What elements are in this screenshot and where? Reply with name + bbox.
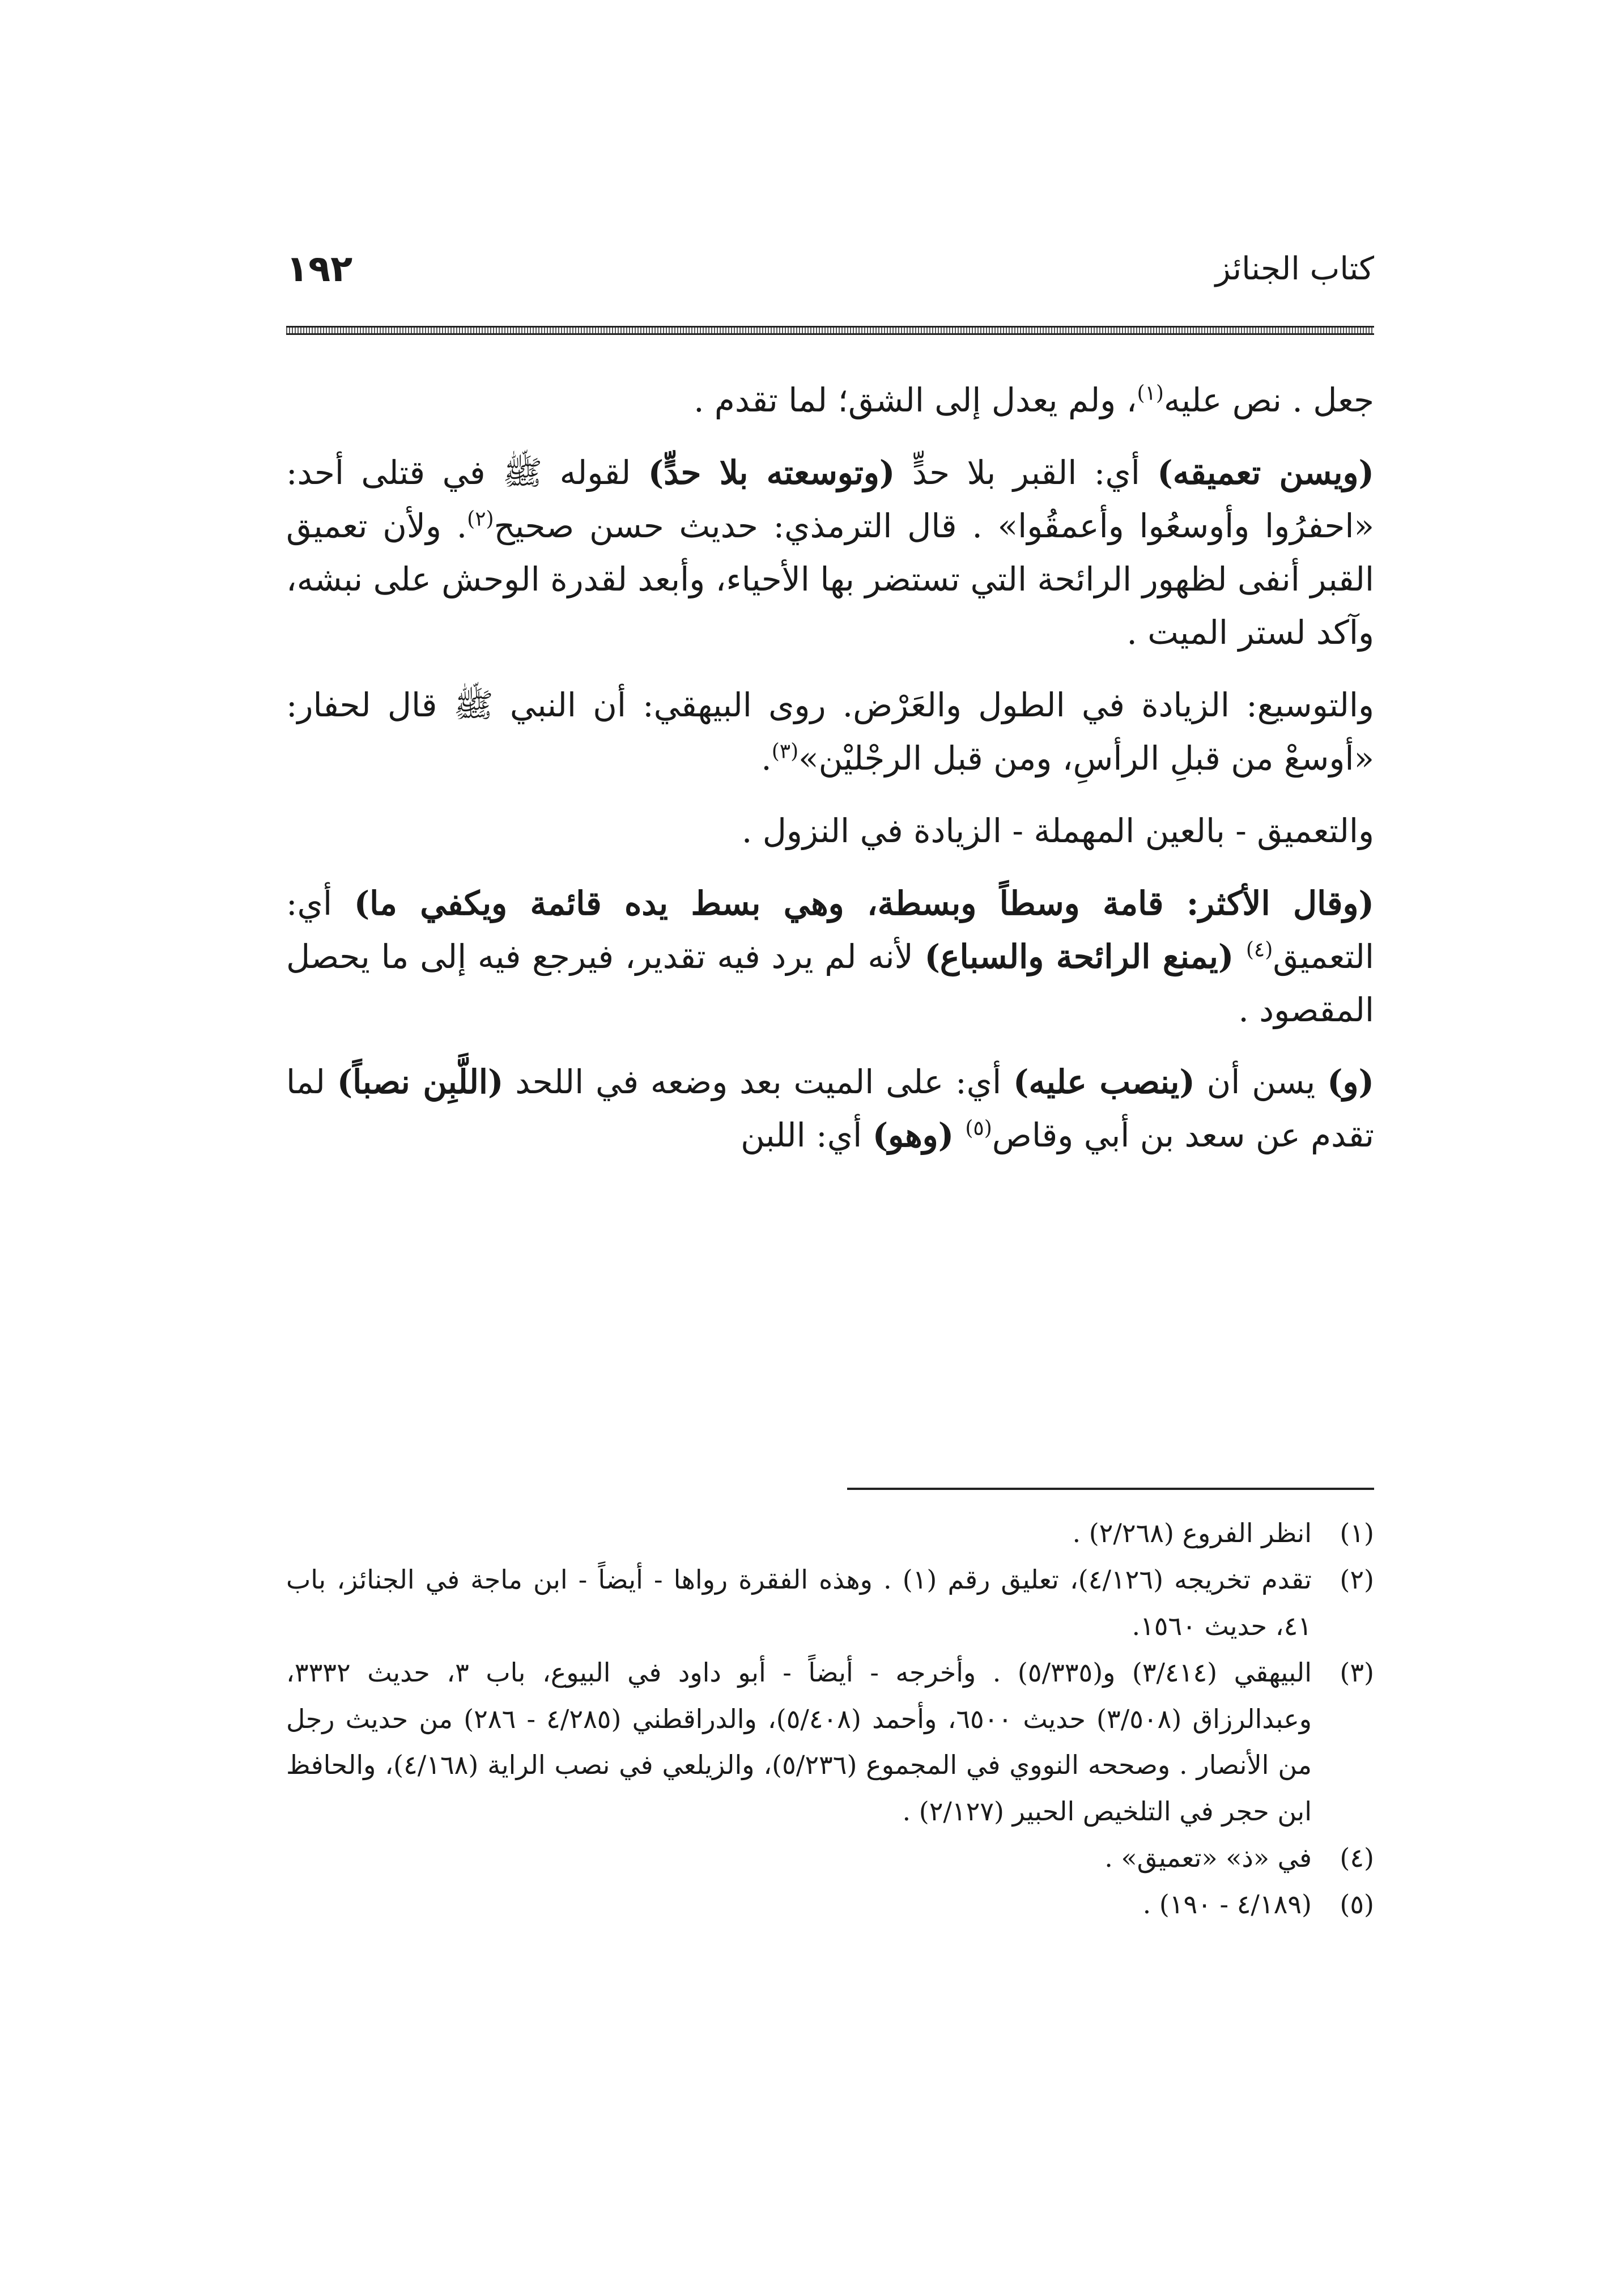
footnote-text: البيهقي (٣/٤١٤) و(٥/٣٣٥) . وأخرجه - أيضاً - أبو داود في البيوع، باب ٣، حديث ٣٣٣٢، وعبدالرزاق (٣/٥٠٨) حديث ٦٥٠٠، وأحمد (٥/٤٠٨)، والدراقطني (٤/٢٨٥ - ٢٨٦) من حديث رجل من الأنصار . وصححه النووي في المجموع (٥/٢٣٦)، والزيلعي في نصب الراية (٤/١٦٨)، والحافظ ابن حجر في التلخيص الحبير (٢/١٢٧) . [286,1657,1312,1827]
footnote-ref-1: (١) [1137,381,1164,405]
paragraph-3: والتوسيع: الزيادة في الطول والعَرْض. روى البيهقي: أن النبي ﷺ قال لحفار: «أوسعْ من قبلِ الرأسِ، ومن قبل الرجْليْن»$^{(٣)}$. [286,685,1374,778]
paragraph-4: والتعميق - بالعين المهملة - الزيادة في النزول . [741,811,1374,850]
paragraph-1: جعل . نص عليه$^{(١)}$، ولم يعدل إلى الشق؛ لما تقدم . [694,381,1374,419]
footnote-text: (٤/١٨٩ - ١٩٠) . [1142,1889,1312,1920]
paragraph-5: (وقال الأكثر: قامة وسطاً وبسطة، وهي بسط يده قائمة ويكفي ما) أي: التعميق$^{(٤)}$ (يمنع الرائحة والسباع) لأنه لم يرد فيه تقدير، فيرجع فيه إلى ما يحصل المقصود . [286,884,1374,1029]
footnote-ref-2: (٢) [467,507,494,531]
footnote-text: تقدم تخريجه (٤/١٢٦)، تعليق رقم (١) . وهذه الفقرة رواها - أيضاً - ابن ماجة في الجنائز، باب ٤١، حديث ١٥٦٠. [286,1564,1312,1641]
footnote-number: (٥) [1340,1889,1374,1920]
header-rule [286,326,1374,335]
running-title: كتاب الجنائز [1215,250,1374,287]
footnote-number: (٣) [1340,1657,1374,1688]
footnote-3 [286,1650,1374,1836]
paragraph-6: (و) يسن أن (ينصب عليه) أي: على الميت بعد وضعه في اللحد (اللَّبِن نصباً) لما تقدم عن سعد بن أبي وقاص$^{(٥)}$ (وهو) أي: اللبن [286,1063,1375,1155]
footnote-ref-3: (٣) [771,740,799,763]
footnote-5 [286,1882,1374,1928]
footnotes [286,1510,1374,1928]
footnote-number: (٤) [1340,1842,1374,1874]
footnote-text: في «ذ» «تعميق» . [1104,1842,1312,1874]
footnote-4 [286,1835,1374,1882]
main-text [286,374,1374,1182]
footnote-text: انظر الفروع (٢/٢٦٨) . [1072,1518,1312,1548]
footnote-number: (١) [1340,1518,1374,1548]
page-number: ١٩٢ [286,248,353,290]
paragraph-2: (ويسن تعميقه) أي: القبر بلا حدٍّ (وتوسعته بلا حدٍّ) لقوله ﷺ في قتلى أحد: «احفرُوا وأوسعُوا وأعمقُوا» . قال الترمذي: حديث حسن صحيح$^{(٢)}$. ولأن تعميق القبر أنفى لظهور الرائحة التي تستضر بها الأحياء، وأبعد لقدرة الوحش على نبشه، وآكد لستر الميت . [286,453,1374,652]
footnote-1 [286,1510,1374,1557]
footnote-ref-4: (٤) [1245,938,1273,962]
page-header [286,244,1374,312]
footnote-number: (٢) [1340,1564,1374,1595]
footnote-2 [286,1557,1374,1650]
footnote-separator [847,1488,1374,1490]
footnote-ref-5: (٥) [965,1117,992,1141]
